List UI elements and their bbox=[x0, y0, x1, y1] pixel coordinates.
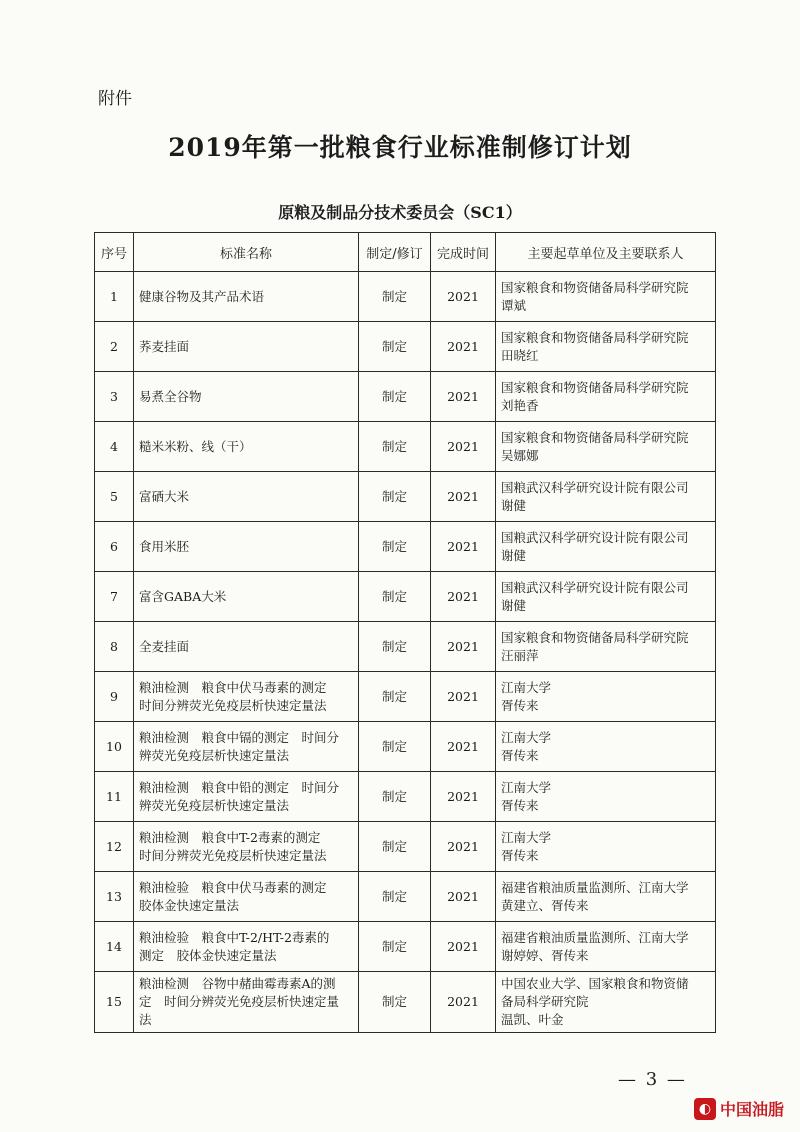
table-header-row bbox=[95, 233, 716, 272]
table-row bbox=[95, 722, 716, 772]
standard-name bbox=[134, 772, 359, 822]
table-row bbox=[95, 422, 716, 472]
revision-type: 制定 bbox=[359, 622, 431, 672]
drafting-unit bbox=[496, 522, 716, 572]
completion-year: 2021 bbox=[431, 322, 496, 372]
drafting-unit bbox=[496, 622, 716, 672]
table-row bbox=[95, 772, 716, 822]
standard-name-line: 辨荧光免疫层析快速定量法 bbox=[139, 797, 290, 813]
drafting-unit-line: 谢婷婷、胥传来 bbox=[501, 947, 589, 963]
revision-type: 制定 bbox=[359, 872, 431, 922]
header-unit: 主要起草单位及主要联系人 bbox=[496, 233, 716, 272]
completion-year: 2021 bbox=[431, 622, 496, 672]
standard-name bbox=[134, 672, 359, 722]
standard-name-line: 全麦挂面 bbox=[139, 638, 190, 654]
drafting-unit bbox=[496, 772, 716, 822]
drafting-unit-line: 谢健 bbox=[501, 597, 527, 613]
drafting-unit-line: 吴娜娜 bbox=[501, 447, 539, 463]
table-row bbox=[95, 972, 716, 1033]
table-body bbox=[95, 272, 716, 1033]
table-row bbox=[95, 372, 716, 422]
drafting-unit-line: 国家粮食和物资储备局科学研究院 bbox=[501, 429, 689, 445]
drafting-unit bbox=[496, 822, 716, 872]
row-number: 3 bbox=[95, 372, 134, 422]
drafting-unit-line: 中国农业大学、国家粮食和物资储 bbox=[501, 976, 689, 991]
oil-drop-logo-icon: ◐ bbox=[694, 1098, 716, 1120]
row-number: 10 bbox=[95, 722, 134, 772]
standard-name-line: 时间分辨荧光免疫层析快速定量法 bbox=[139, 697, 327, 713]
drafting-unit-line: 江南大学 bbox=[501, 779, 552, 795]
drafting-unit-line: 谭斌 bbox=[501, 297, 527, 313]
drafting-unit-line: 国粮武汉科学研究设计院有限公司 bbox=[501, 479, 689, 495]
revision-type: 制定 bbox=[359, 422, 431, 472]
standard-name bbox=[134, 422, 359, 472]
standard-name bbox=[134, 622, 359, 672]
standard-name-line: 辨荧光免疫层析快速定量法 bbox=[139, 747, 290, 763]
standard-name-line: 法 bbox=[139, 1012, 152, 1027]
drafting-unit-line: 汪丽萍 bbox=[501, 647, 539, 663]
drafting-unit-line: 国粮武汉科学研究设计院有限公司 bbox=[501, 579, 689, 595]
standard-name-line: 胶体金快速定量法 bbox=[139, 897, 240, 913]
completion-year: 2021 bbox=[431, 522, 496, 572]
standard-name-line: 易煮全谷物 bbox=[139, 388, 202, 404]
drafting-unit-line: 福建省粮油质量监测所、江南大学 bbox=[501, 879, 689, 895]
standard-name-line: 粮油检测 粮食中铅的测定 时间分 bbox=[139, 779, 340, 795]
header-no: 序号 bbox=[95, 233, 134, 272]
header-name: 标准名称 bbox=[134, 233, 359, 272]
standard-name bbox=[134, 922, 359, 972]
drafting-unit bbox=[496, 922, 716, 972]
completion-year: 2021 bbox=[431, 872, 496, 922]
table-row bbox=[95, 472, 716, 522]
revision-type: 制定 bbox=[359, 522, 431, 572]
standard-name bbox=[134, 272, 359, 322]
row-number: 14 bbox=[95, 922, 134, 972]
standard-name-line: 食用米胚 bbox=[139, 538, 190, 554]
revision-type: 制定 bbox=[359, 972, 431, 1033]
standard-name-line: 健康谷物及其产品术语 bbox=[139, 288, 265, 304]
drafting-unit bbox=[496, 722, 716, 772]
table-row bbox=[95, 572, 716, 622]
revision-type: 制定 bbox=[359, 472, 431, 522]
completion-year: 2021 bbox=[431, 422, 496, 472]
completion-year: 2021 bbox=[431, 672, 496, 722]
row-number: 12 bbox=[95, 822, 134, 872]
standard-name bbox=[134, 372, 359, 422]
table-row bbox=[95, 622, 716, 672]
drafting-unit bbox=[496, 672, 716, 722]
drafting-unit-line: 国粮武汉科学研究设计院有限公司 bbox=[501, 529, 689, 545]
standard-name-line: 富含GABA大米 bbox=[139, 588, 227, 604]
drafting-unit-line: 田晓红 bbox=[501, 347, 539, 363]
drafting-unit bbox=[496, 872, 716, 922]
drafting-unit-line: 国家粮食和物资储备局科学研究院 bbox=[501, 279, 689, 295]
row-number: 11 bbox=[95, 772, 134, 822]
revision-type: 制定 bbox=[359, 672, 431, 722]
standard-name-line: 粮油检测 粮食中伏马毒素的测定 bbox=[139, 679, 327, 695]
completion-year: 2021 bbox=[431, 472, 496, 522]
row-number: 8 bbox=[95, 622, 134, 672]
row-number: 6 bbox=[95, 522, 134, 572]
drafting-unit-line: 江南大学 bbox=[501, 729, 552, 745]
standard-name-line: 荞麦挂面 bbox=[139, 338, 190, 354]
completion-year: 2021 bbox=[431, 922, 496, 972]
revision-type: 制定 bbox=[359, 722, 431, 772]
standard-name bbox=[134, 472, 359, 522]
table-row bbox=[95, 522, 716, 572]
drafting-unit-line: 国家粮食和物资储备局科学研究院 bbox=[501, 329, 689, 345]
revision-type: 制定 bbox=[359, 822, 431, 872]
standard-name-line: 富硒大米 bbox=[139, 488, 190, 504]
completion-year: 2021 bbox=[431, 822, 496, 872]
drafting-unit bbox=[496, 472, 716, 522]
revision-type: 制定 bbox=[359, 572, 431, 622]
header-type: 制定/修订 bbox=[359, 233, 431, 272]
revision-type: 制定 bbox=[359, 922, 431, 972]
standard-name bbox=[134, 572, 359, 622]
standard-name-line: 糙米米粉、线（干） bbox=[139, 438, 252, 454]
standard-name-line: 粮油检测 粮食中T-2毒素的测定 bbox=[139, 829, 321, 845]
watermark-logo bbox=[694, 1097, 784, 1120]
row-number: 9 bbox=[95, 672, 134, 722]
standard-name-line: 定 时间分辨荧光免疫层析快速定量 bbox=[139, 994, 340, 1009]
drafting-unit-line: 胥传来 bbox=[501, 697, 539, 713]
standard-name-line: 时间分辨荧光免疫层析快速定量法 bbox=[139, 847, 327, 863]
committee-subtitle: 原粮及制品分技术委员会（SC1） bbox=[278, 203, 522, 222]
completion-year: 2021 bbox=[431, 972, 496, 1033]
standard-name bbox=[134, 972, 359, 1033]
drafting-unit-line: 黄建立、胥传来 bbox=[501, 897, 589, 913]
drafting-unit-line: 胥传来 bbox=[501, 797, 539, 813]
header-year: 完成时间 bbox=[431, 233, 496, 272]
standard-name bbox=[134, 872, 359, 922]
table-row bbox=[95, 922, 716, 972]
completion-year: 2021 bbox=[431, 572, 496, 622]
revision-type: 制定 bbox=[359, 372, 431, 422]
row-number: 2 bbox=[95, 322, 134, 372]
annex-label: 附件 bbox=[98, 89, 132, 109]
row-number: 5 bbox=[95, 472, 134, 522]
revision-type: 制定 bbox=[359, 772, 431, 822]
drafting-unit-line: 江南大学 bbox=[501, 679, 552, 695]
standard-name bbox=[134, 522, 359, 572]
watermark-text: 中国油脂 bbox=[720, 1100, 785, 1119]
table-row bbox=[95, 872, 716, 922]
standard-name bbox=[134, 322, 359, 372]
drafting-unit-line: 国家粮食和物资储备局科学研究院 bbox=[501, 379, 689, 395]
drafting-unit-line: 福建省粮油质量监测所、江南大学 bbox=[501, 929, 689, 945]
standard-name bbox=[134, 722, 359, 772]
row-number: 7 bbox=[95, 572, 134, 622]
table-row bbox=[95, 322, 716, 372]
drafting-unit-line: 备局科学研究院 bbox=[501, 994, 589, 1009]
drafting-unit-line: 谢健 bbox=[501, 547, 527, 563]
revision-type: 制定 bbox=[359, 272, 431, 322]
table-row bbox=[95, 822, 716, 872]
standard-name-line: 粮油检测 粮食中镉的测定 时间分 bbox=[139, 729, 340, 745]
drafting-unit bbox=[496, 972, 716, 1033]
row-number: 13 bbox=[95, 872, 134, 922]
standard-name-line: 粮油检验 粮食中T-2/HT-2毒素的 bbox=[139, 929, 330, 945]
document-title: 2019年第一批粮食行业标准制修订计划 bbox=[168, 133, 632, 162]
drafting-unit-line: 江南大学 bbox=[501, 829, 552, 845]
standard-name bbox=[134, 822, 359, 872]
completion-year: 2021 bbox=[431, 372, 496, 422]
row-number: 1 bbox=[95, 272, 134, 322]
revision-type: 制定 bbox=[359, 322, 431, 372]
drafting-unit-line: 刘艳香 bbox=[501, 397, 539, 413]
page-number: — 3 — bbox=[618, 1069, 687, 1090]
drafting-unit bbox=[496, 372, 716, 422]
drafting-unit bbox=[496, 572, 716, 622]
drafting-unit-line: 谢健 bbox=[501, 497, 527, 513]
drafting-unit bbox=[496, 422, 716, 472]
drafting-unit-line: 胥传来 bbox=[501, 847, 539, 863]
completion-year: 2021 bbox=[431, 772, 496, 822]
completion-year: 2021 bbox=[431, 272, 496, 322]
table-row bbox=[95, 672, 716, 722]
standard-name-line: 粮油检验 粮食中伏马毒素的测定 bbox=[139, 879, 327, 895]
drafting-unit-line: 温凯、叶金 bbox=[501, 1012, 564, 1027]
drafting-unit bbox=[496, 272, 716, 322]
table-row bbox=[95, 272, 716, 322]
row-number: 15 bbox=[95, 972, 134, 1033]
standard-name-line: 粮油检测 谷物中赭曲霉毒素A的测 bbox=[139, 976, 336, 991]
standards-plan-table bbox=[94, 232, 716, 1033]
drafting-unit bbox=[496, 322, 716, 372]
standard-name-line: 测定 胶体金快速定量法 bbox=[139, 947, 277, 963]
completion-year: 2021 bbox=[431, 722, 496, 772]
drafting-unit-line: 胥传来 bbox=[501, 747, 539, 763]
drafting-unit-line: 国家粮食和物资储备局科学研究院 bbox=[501, 629, 689, 645]
row-number: 4 bbox=[95, 422, 134, 472]
